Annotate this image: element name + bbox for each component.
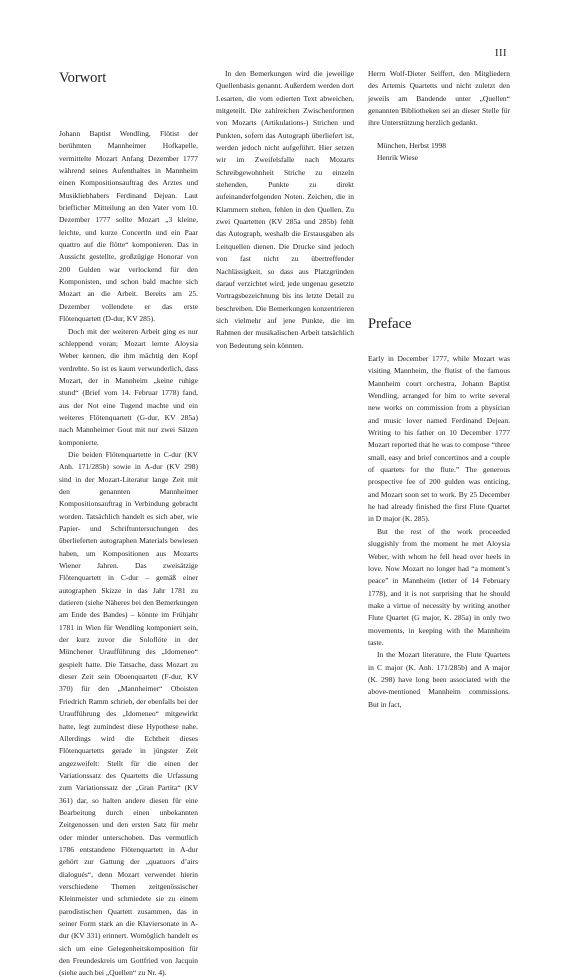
preface-paragraph-3: In the Mozart literature, the Flute Quartets in C major (K. Anh. 171/285b) and A major (K. 298) have long been associated with the above-mentioned Mannheim commissions. But in fact, [368,650,510,709]
vorwort-paragraph-3: Die beiden Flötenquartette in C-dur (KV Anh. 171/285b) sowie in A-dur (KV 298) sind in der Mozart-Literatur lange Zeit mit den genannten Mannheimer Kompositionsauftrag in Verbindung gebracht worden. Tatsächlich handelt es sich aber, wie Papier- und Schriftuntersuchungen des überlieferten autographen Materials bewiesen haben, um Kompositionen aus Mozarts Wiener Jahren. Das zweisätzige Flötenquartett in C-dur – gemäß einer autographen Skizze in das Jahr 1781 zu datieren (siehe Näheres bei den Bemerkungen am Ende des Bandes) – könnte im Frühjahr 1781 in Wien für Wendling komponiert sein, der kurz zuvor die Soloflöte in der Münchener Uraufführung des „Idomeneo“ gespielt hatte. Die Tatsache, dass Mozart zu dieser Zeit sein Oboenquartett (F-dur, KV 370) für den „Mannheimer“ Oboisten Friedrich Ramm schrieb, der ebenfalls bei der Uraufführung des „Idomeneo“ mitgewirkt hatte, legt zumindest diese Hypothese nahe. Allerdings wird die Echtheit dieses Flötenquartetts gerade in jüngster Zeit angezweifelt: Stellt für die einen der Variationssatz des Quartetts die Urfassung zum Variationssatz der „Gran Partita“ (KV 361) dar, so halten andere diesen für eine Bearbeitung durch einen unbekannten Zeitgenossen und den ersten Satz für mehr oder minder unterschoben. Das vermutlich 1786 entstandene Flötenquartett in A-dur gehört zur Gattung der „quatuors d’airs dialogués“, denn Mozart verwendet hierin verschiedene Themen zeitgenössischer Kleinmeister und schmiedete sie zu einem parodistischen Quartett zusammen, das in seiner Form stark an die Klaviersonate in A-dur (KV 331) erinnert. Womöglich handelt es sich um eine Gelegenheitskomposition für den Freundeskreis um Gottfried von Jacquin (siehe auch bei „Quellen“ zu Nr. 4). [59,449,198,978]
vorwort-place-date: München, Herbst 1998 [377,140,446,150]
vorwort-author: Henrik Wiese [377,153,419,163]
page-number: III [495,48,507,59]
preface-paragraph-1: Early in December 1777, while Mozart was visiting Mannheim, the flutist of the famous Mannheim court orchestra, Johann Baptist Wendling, arranged for him to write several new works on commission from a physician and music lover named Ferdinand Dejean. Writing to his father on 10 December 1777 Mozart reported that he was to compose “three small, easy and brief concertinos and a couple of quartets for the flute.” The generous prospective fee of 200 gulden was enticing, and Mozart soon set to work. By 25 December he had already finished the first Flute Quartet in D major (K. 285). [368,354,510,524]
vorwort-column-1 [59,128,198,980]
preface-paragraph-2: But the rest of the work proceeded sluggishly from the moment he met Aloysia Weber, with whom he fell head over heels in love. Now Mozart no longer had “a moment’s peace” in Mannheim (letter of 14 February 1778), and it is not surprising that he should make a virtue of necessity by writing another Flute Quartet (G major, K. 285a) in only two movements, in keeping with the Mannheim taste. [368,526,510,647]
preface-column [368,353,510,711]
vorwort-column-3 [368,68,510,164]
vorwort-column-2 [216,68,354,352]
vorwort-paragraph-5: Herrn Wolf-Dieter Seiffert, den Mitgliedern des Artemis Quartetts und nicht zuletzt den jeweils am Bandende unter „Quellen“ genannten Bibliotheken sei an dieser Stelle für ihre Unterstützung herzlich gedankt. [368,69,510,128]
preface-heading: Preface [368,316,412,332]
vorwort-paragraph-1: Johann Baptist Wendling, Flötist der berühmten Mannheimer Hofkapelle, vermittelte Mozart Anfang Dezember 1777 während seines Aufenthaltes in Mannheim einen Kompositionsauftrag des Arztes und Musikliebhabers Ferdinand Dejean. Laut brieflicher Mitteilung an den Vater vom 10. Dezember 1777 sollte Mozart „3 kleine, leichte, und kurze Concertln und ein Paar quattro auf die flötte“ komponieren. Das in Aussicht gestellte, großzügige Honorar von 200 Gulden war verlockend für den Komponisten, und schon bald machte sich Mozart an die Arbeit. Bereits am 25. Dezember vollendete er das erste Flötenquartett (D-dur, KV 285). [59,129,198,324]
vorwort-heading: Vorwort [59,70,107,86]
vorwort-paragraph-2: Doch mit der weiteren Arbeit ging es nur schleppend voran; Mozart lernte Aloysia Weber kennen, die ihm mächtig den Kopf verdrehte. So ist es kaum verwunderlich, dass Mozart, der in Mannheim „keine ruhige stund“ (Brief vom 14. Februar 1778) fand, aus der Not eine Tugend machte und ein weiteres Flötenquartett (G-dur, KV 285a) nach Mannheimer Gout mit nur zwei Sätzen komponierte. [59,326,198,447]
vorwort-paragraph-4: In den Bemerkungen wird die jeweilige Quellenbasis genannt. Außerdem werden dort Lesarten, die vom edierten Text abweichen, mitgeteilt. Die zahlreichen Zwischenformen von Mozarts (Artikulations-) Strichen und Punkten, sofern das Autograph überliefert ist, werden jedoch nicht aufgeführt. Hier setzen wir im Zweifelsfalle nach Mozarts Schreibgewohnheit Striche zu einzeln stehenden, Punkte zu direkt aufeinanderfolgenden Noten. Zeichen, die in Klammern stehen, fehlen in den Quellen. Zu zwei Quartetten (KV 285a und 285b) fehlt das Autograph, weshalb die Erstausgaben als Leitquellen dienen. Die Drucke sind jedoch von fast nicht zu übertreffender Nachlässigkeit, so dass aus Platzgründen darauf verzichtet wird, jede ungenau gesetzte Vortragsbezeichnung bis ins letzte Detail zu beschreiben. Die Bemerkungen konzentrieren sich vielmehr auf jene Punkte, die im Rahmen der musikalischen Arbeit tatsächlich von Bedeutung sein könnten. [216,69,354,350]
